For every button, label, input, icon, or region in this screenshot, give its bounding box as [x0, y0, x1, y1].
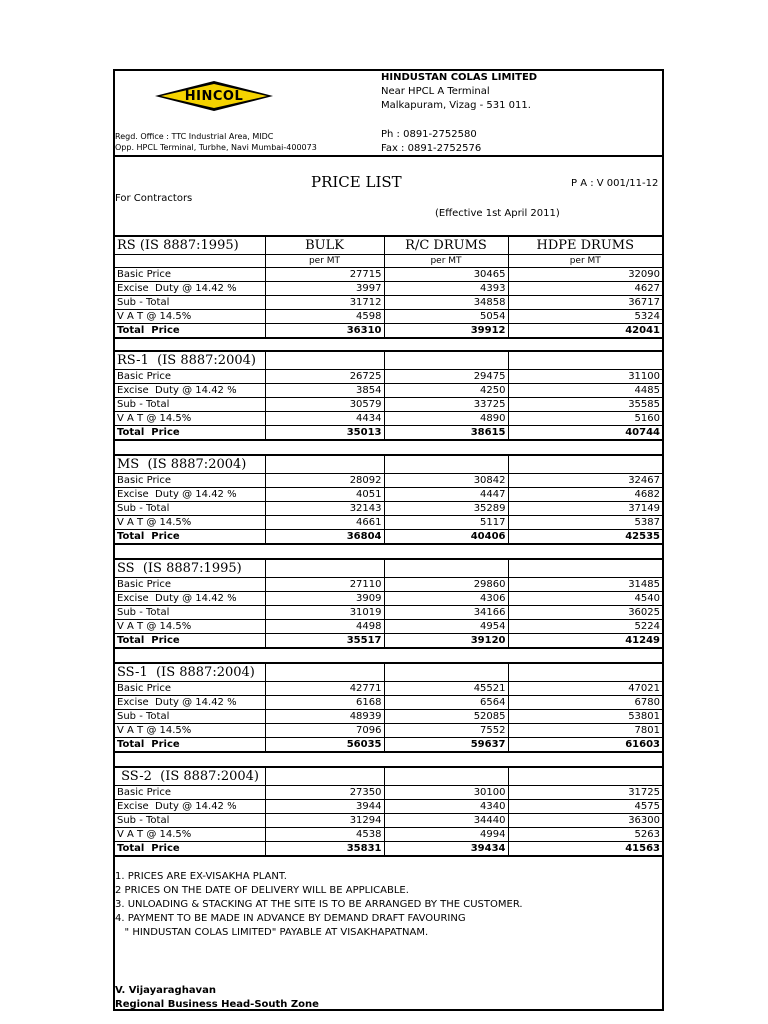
price-cell: 5117 — [384, 516, 508, 530]
price-cell: 33725 — [384, 398, 508, 412]
price-cell: 53801 — [508, 710, 662, 724]
product-price-table — [115, 454, 662, 545]
row-label: Basic Price — [115, 370, 265, 384]
product-price-table — [115, 662, 662, 753]
product-name: MS (IS 8887:2004) — [115, 455, 265, 474]
row-label: Sub - Total — [115, 814, 265, 828]
price-cell: 27715 — [265, 268, 384, 282]
table-row — [115, 530, 662, 545]
empty-header-cell — [508, 663, 662, 682]
empty-header-cell — [265, 663, 384, 682]
table-row — [115, 488, 662, 502]
row-label: Excise Duty @ 14.42 % — [115, 696, 265, 710]
price-cell: 35517 — [265, 634, 384, 649]
price-cell: 7552 — [384, 724, 508, 738]
reg-office-line-2: Opp. HPCL Terminal, Turbhe, Navi Mumbai-400073 — [115, 143, 317, 152]
price-cell: 4250 — [384, 384, 508, 398]
price-cell: 6564 — [384, 696, 508, 710]
fax: Fax : 0891-2752576 — [381, 143, 482, 154]
price-cell: 40406 — [384, 530, 508, 545]
address-line-2: Malkapuram, Vizag - 531 011. — [381, 100, 531, 111]
unit-label: per MT — [265, 255, 384, 268]
table-row — [115, 502, 662, 516]
table-row — [115, 268, 662, 282]
price-cell: 3944 — [265, 800, 384, 814]
price-cell: 36025 — [508, 606, 662, 620]
price-cell: 34440 — [384, 814, 508, 828]
price-cell: 29860 — [384, 578, 508, 592]
column-header: R/C DRUMS — [384, 236, 508, 255]
unit-label: per MT — [508, 255, 662, 268]
price-cell: 3997 — [265, 282, 384, 296]
table-row — [115, 384, 662, 398]
price-cell: 4994 — [384, 828, 508, 842]
row-label: Total Price — [115, 738, 265, 753]
price-cell: 5387 — [508, 516, 662, 530]
price-cell: 35585 — [508, 398, 662, 412]
product-name: RS (IS 8887:1995) — [115, 236, 265, 255]
table-row — [115, 828, 662, 842]
empty-header-cell — [508, 351, 662, 370]
row-label: Sub - Total — [115, 606, 265, 620]
terms-notes — [115, 870, 523, 940]
table-row — [115, 620, 662, 634]
row-label: Sub - Total — [115, 710, 265, 724]
row-label: Excise Duty @ 14.42 % — [115, 592, 265, 606]
table-row — [115, 738, 662, 753]
empty-header-cell — [508, 767, 662, 786]
price-cell: 31294 — [265, 814, 384, 828]
price-cell: 39434 — [384, 842, 508, 857]
price-cell: 42041 — [508, 324, 662, 339]
row-label: Sub - Total — [115, 296, 265, 310]
table-row — [115, 412, 662, 426]
empty-header-cell — [384, 455, 508, 474]
hincol-logo — [153, 79, 275, 113]
price-cell: 4306 — [384, 592, 508, 606]
price-cell: 5160 — [508, 412, 662, 426]
price-cell: 52085 — [384, 710, 508, 724]
price-cell: 3854 — [265, 384, 384, 398]
price-cell: 5263 — [508, 828, 662, 842]
registered-office — [115, 131, 317, 153]
table-row — [115, 370, 662, 384]
table-row — [115, 606, 662, 620]
row-label: Basic Price — [115, 474, 265, 488]
price-cell: 6168 — [265, 696, 384, 710]
empty-header-cell — [384, 767, 508, 786]
price-cell: 31100 — [508, 370, 662, 384]
empty-header-cell — [384, 351, 508, 370]
signature-block — [115, 984, 319, 1012]
price-cell: 30465 — [384, 268, 508, 282]
price-cell: 27110 — [265, 578, 384, 592]
table-row — [115, 634, 662, 649]
price-cell: 4485 — [508, 384, 662, 398]
product-name: SS-1 (IS 8887:2004) — [115, 663, 265, 682]
price-cell: 34166 — [384, 606, 508, 620]
unit-label: per MT — [384, 255, 508, 268]
note-item: 1. PRICES ARE EX-VISAKHA PLANT. — [115, 871, 287, 882]
row-label: V A T @ 14.5% — [115, 724, 265, 738]
table-row — [115, 842, 662, 857]
row-label: V A T @ 14.5% — [115, 516, 265, 530]
row-label: V A T @ 14.5% — [115, 412, 265, 426]
price-cell: 42535 — [508, 530, 662, 545]
header-divider — [115, 155, 662, 157]
table-row — [115, 426, 662, 441]
price-cell: 36310 — [265, 324, 384, 339]
price-cell: 5324 — [508, 310, 662, 324]
contact-block — [381, 128, 481, 156]
price-cell: 32467 — [508, 474, 662, 488]
price-cell: 30579 — [265, 398, 384, 412]
row-label: Excise Duty @ 14.42 % — [115, 800, 265, 814]
product-name: RS-1 (IS 8887:2004) — [115, 351, 265, 370]
price-cell: 31019 — [265, 606, 384, 620]
price-cell: 41249 — [508, 634, 662, 649]
address-line-1: Near HPCL A Terminal — [381, 86, 490, 97]
price-cell: 28092 — [265, 474, 384, 488]
price-cell: 59637 — [384, 738, 508, 753]
table-row — [115, 682, 662, 696]
price-cell: 7801 — [508, 724, 662, 738]
table-row — [115, 296, 662, 310]
row-label: Basic Price — [115, 578, 265, 592]
table-row — [115, 710, 662, 724]
price-cell: 4627 — [508, 282, 662, 296]
empty-header-cell — [508, 455, 662, 474]
price-cell: 5054 — [384, 310, 508, 324]
price-cell: 37149 — [508, 502, 662, 516]
row-label: V A T @ 14.5% — [115, 620, 265, 634]
product-price-table — [115, 558, 662, 649]
price-cell: 29475 — [384, 370, 508, 384]
product-price-table — [115, 235, 662, 339]
price-cell: 4540 — [508, 592, 662, 606]
price-cell: 4498 — [265, 620, 384, 634]
price-cell: 30100 — [384, 786, 508, 800]
table-row — [115, 592, 662, 606]
note-item: 4. PAYMENT TO BE MADE IN ADVANCE BY DEMAND DRAFT FAVOURING — [115, 913, 466, 924]
row-label: V A T @ 14.5% — [115, 310, 265, 324]
column-header: HDPE DRUMS — [508, 236, 662, 255]
row-label: Excise Duty @ 14.42 % — [115, 488, 265, 502]
row-label: Total Price — [115, 842, 265, 857]
row-label: Total Price — [115, 530, 265, 545]
table-row — [115, 282, 662, 296]
empty-header-cell — [265, 767, 384, 786]
table-row — [115, 578, 662, 592]
price-cell: 4682 — [508, 488, 662, 502]
page-title: PRICE LIST — [311, 173, 402, 191]
price-cell: 4393 — [384, 282, 508, 296]
price-cell: 40744 — [508, 426, 662, 441]
reference-number: P A : V 001/11-12 — [571, 178, 659, 189]
empty-cell — [115, 255, 265, 268]
price-cell: 4340 — [384, 800, 508, 814]
empty-header-cell — [508, 559, 662, 578]
price-cell: 39120 — [384, 634, 508, 649]
reg-office-line-1: Regd. Office : TTC Industrial Area, MIDC — [115, 132, 274, 141]
note-item: " HINDUSTAN COLAS LIMITED" PAYABLE AT VISAKHAPATNAM. — [115, 927, 429, 938]
price-cell: 32090 — [508, 268, 662, 282]
logo-text: HINCOL — [184, 88, 244, 104]
company-address-block — [381, 71, 537, 113]
table-row — [115, 310, 662, 324]
price-cell: 4890 — [384, 412, 508, 426]
signatory-designation: Regional Business Head-South Zone — [115, 999, 319, 1010]
price-cell: 39912 — [384, 324, 508, 339]
table-row — [115, 814, 662, 828]
row-label: Basic Price — [115, 682, 265, 696]
price-cell: 4051 — [265, 488, 384, 502]
price-cell: 56035 — [265, 738, 384, 753]
row-label: Excise Duty @ 14.42 % — [115, 282, 265, 296]
empty-header-cell — [384, 663, 508, 682]
price-cell: 35013 — [265, 426, 384, 441]
signatory-name: V. Vijayaraghavan — [115, 985, 216, 996]
row-label: Sub - Total — [115, 502, 265, 516]
price-cell: 36300 — [508, 814, 662, 828]
note-item: 2 PRICES ON THE DATE OF DELIVERY WILL BE APPLICABLE. — [115, 885, 409, 896]
table-row — [115, 324, 662, 339]
empty-header-cell — [384, 559, 508, 578]
company-name: HINDUSTAN COLAS LIMITED — [381, 72, 538, 83]
price-cell: 47021 — [508, 682, 662, 696]
price-cell: 30842 — [384, 474, 508, 488]
price-cell: 4954 — [384, 620, 508, 634]
price-cell: 45521 — [384, 682, 508, 696]
price-cell: 4538 — [265, 828, 384, 842]
product-name: SS-2 (IS 8887:2004) — [115, 767, 265, 786]
price-cell: 48939 — [265, 710, 384, 724]
price-cell: 31712 — [265, 296, 384, 310]
price-cell: 38615 — [384, 426, 508, 441]
note-item: 3. UNLOADING & STACKING AT THE SITE IS TO BE ARRANGED BY THE CUSTOMER. — [115, 899, 523, 910]
effective-date: (Effective 1st April 2011) — [435, 208, 560, 219]
price-cell: 35289 — [384, 502, 508, 516]
price-cell: 4598 — [265, 310, 384, 324]
price-cell: 36804 — [265, 530, 384, 545]
table-row — [115, 800, 662, 814]
row-label: Basic Price — [115, 786, 265, 800]
table-row — [115, 696, 662, 710]
table-row — [115, 474, 662, 488]
product-price-table — [115, 350, 662, 441]
price-cell: 61603 — [508, 738, 662, 753]
price-list-sheet — [113, 69, 664, 1011]
price-cell: 4575 — [508, 800, 662, 814]
empty-header-cell — [265, 559, 384, 578]
price-cell: 3909 — [265, 592, 384, 606]
price-cell: 42771 — [265, 682, 384, 696]
row-label: Excise Duty @ 14.42 % — [115, 384, 265, 398]
price-cell: 32143 — [265, 502, 384, 516]
price-cell: 4661 — [265, 516, 384, 530]
column-header: BULK — [265, 236, 384, 255]
row-label: V A T @ 14.5% — [115, 828, 265, 842]
row-label: Basic Price — [115, 268, 265, 282]
table-row — [115, 786, 662, 800]
price-cell: 5224 — [508, 620, 662, 634]
price-cell: 31485 — [508, 578, 662, 592]
audience-label: For Contractors — [115, 193, 193, 204]
price-cell: 4434 — [265, 412, 384, 426]
product-price-table — [115, 766, 662, 857]
row-label: Total Price — [115, 634, 265, 649]
price-cell: 7096 — [265, 724, 384, 738]
price-cell: 31725 — [508, 786, 662, 800]
empty-header-cell — [265, 455, 384, 474]
product-name: SS (IS 8887:1995) — [115, 559, 265, 578]
price-cell: 41563 — [508, 842, 662, 857]
price-cell: 26725 — [265, 370, 384, 384]
price-cell: 6780 — [508, 696, 662, 710]
price-cell: 27350 — [265, 786, 384, 800]
empty-header-cell — [265, 351, 384, 370]
phone: Ph : 0891-2752580 — [381, 129, 477, 140]
row-label: Total Price — [115, 324, 265, 339]
table-row — [115, 724, 662, 738]
price-cell: 35831 — [265, 842, 384, 857]
row-label: Total Price — [115, 426, 265, 441]
table-row — [115, 516, 662, 530]
price-cell: 36717 — [508, 296, 662, 310]
row-label: Sub - Total — [115, 398, 265, 412]
table-row — [115, 398, 662, 412]
price-cell: 34858 — [384, 296, 508, 310]
price-cell: 4447 — [384, 488, 508, 502]
